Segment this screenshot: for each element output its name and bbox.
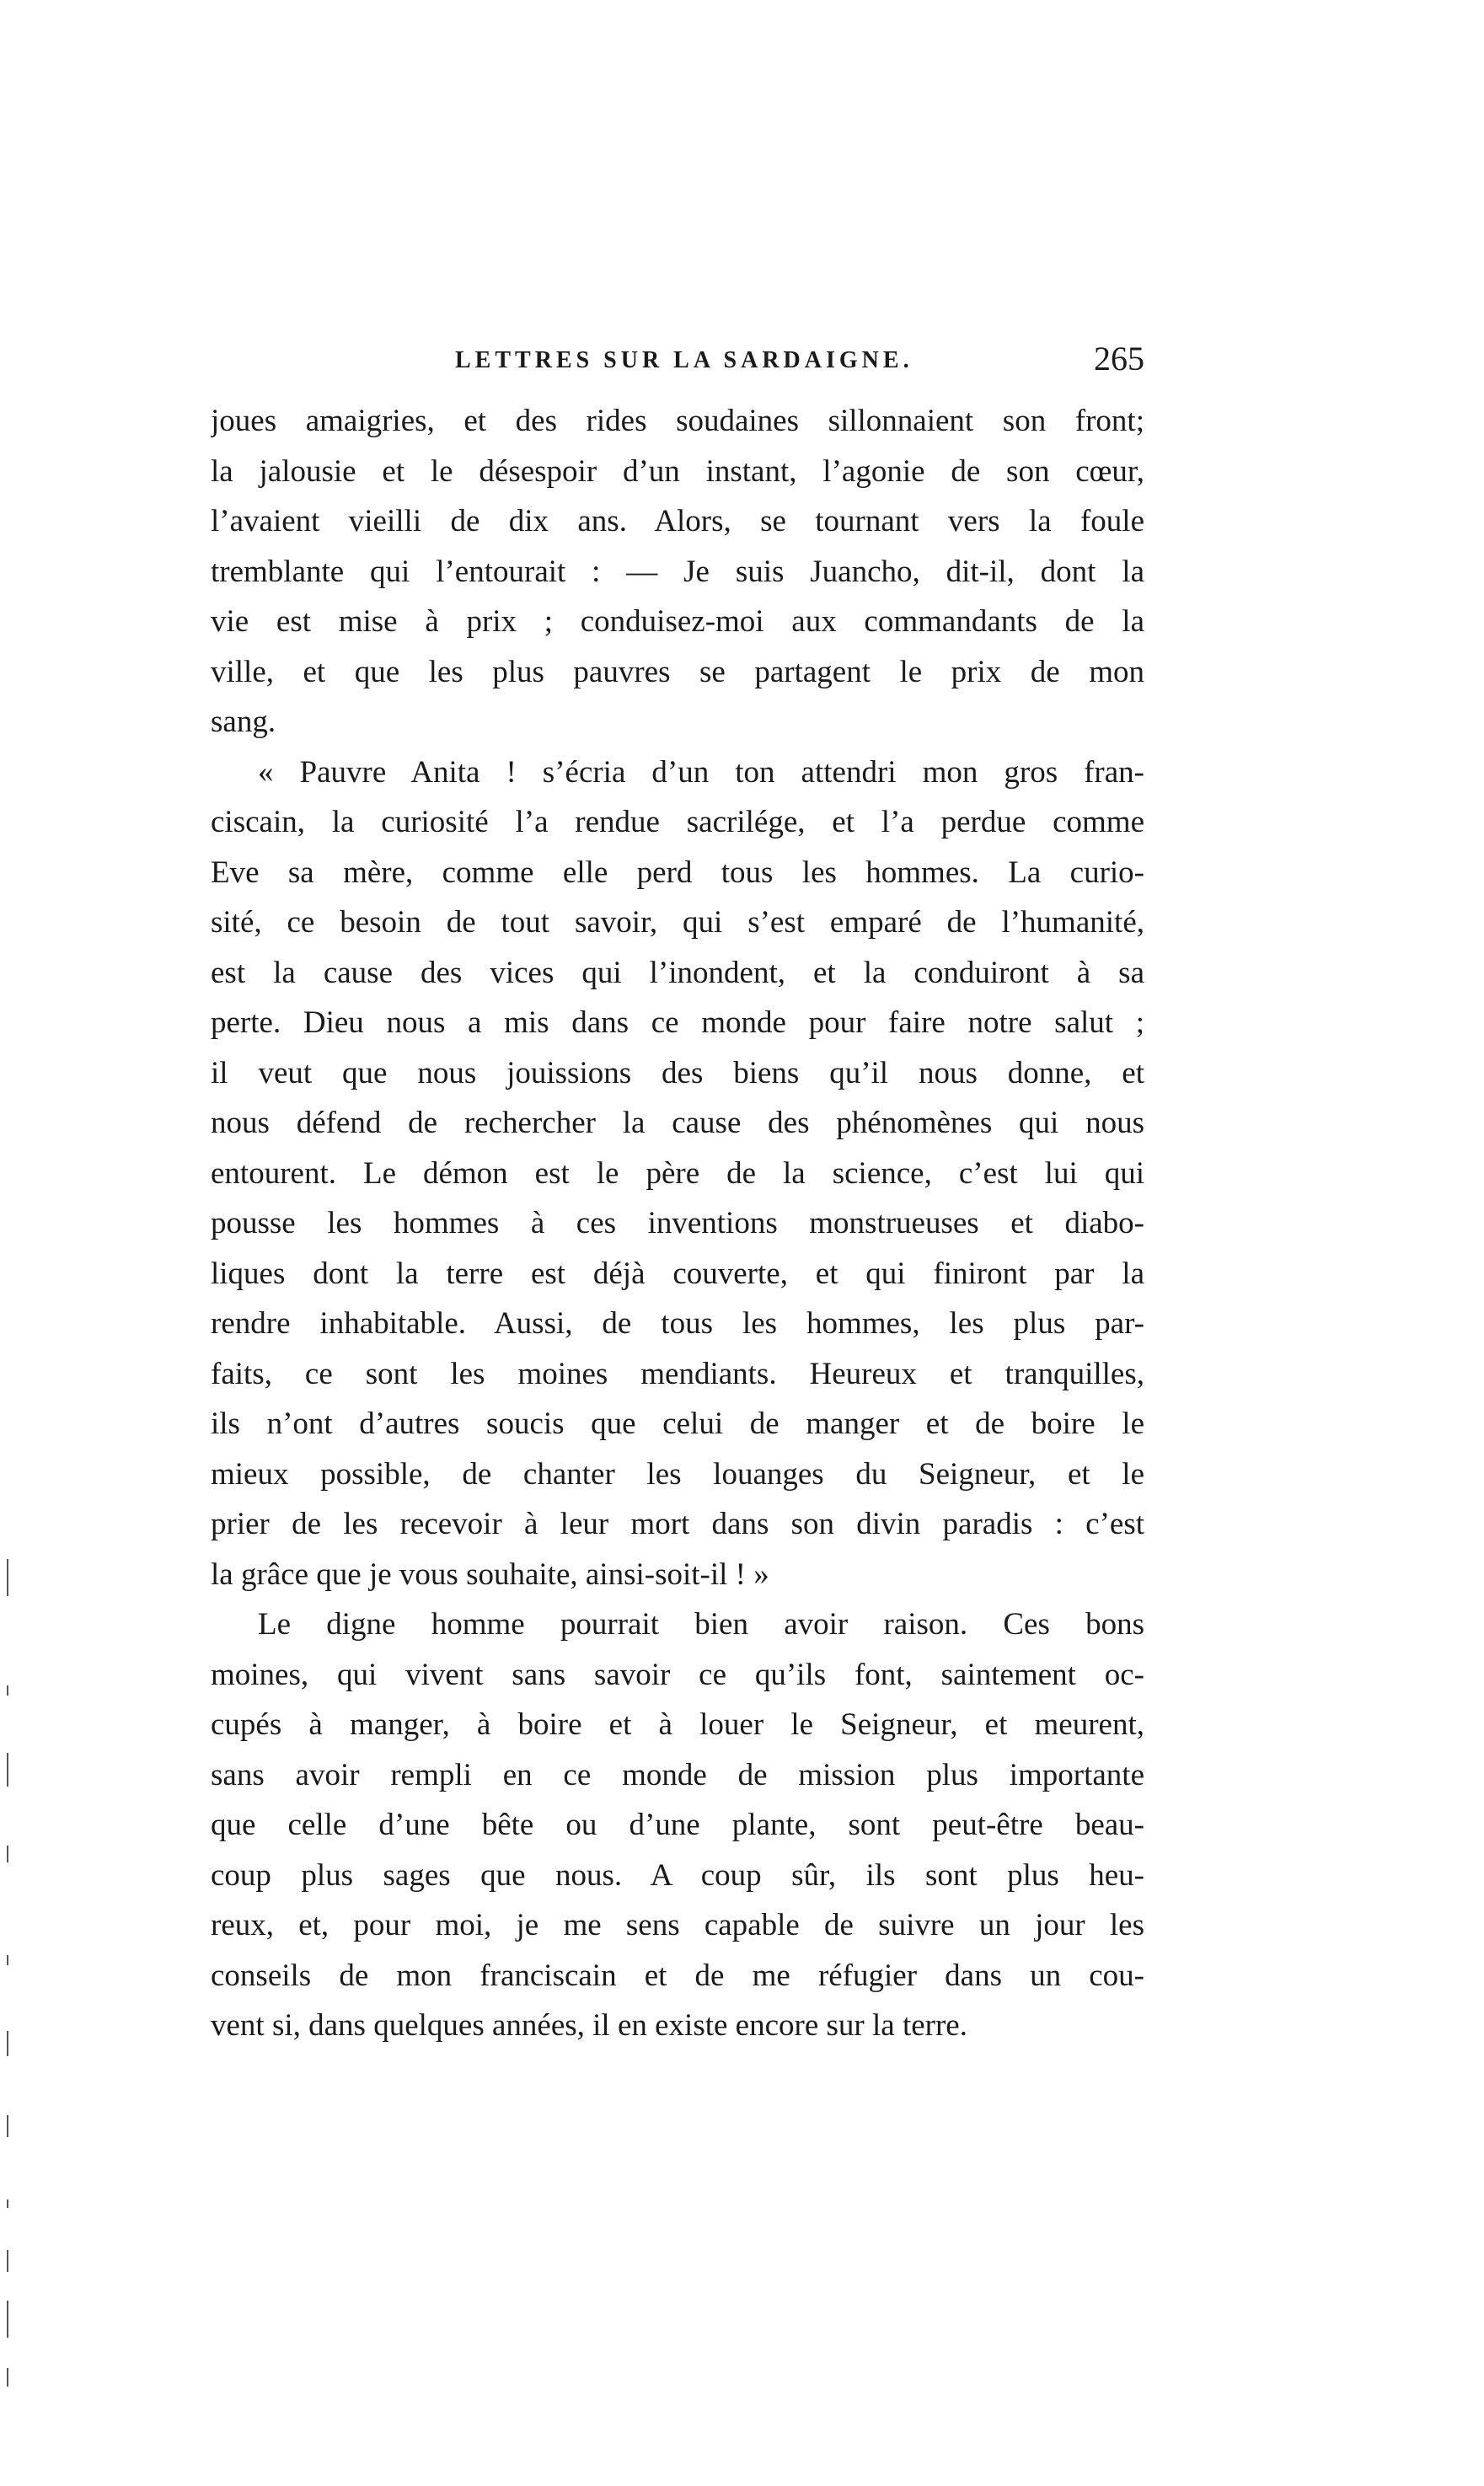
text-line: sans avoir rempli en ce monde de mission plus importante bbox=[211, 1757, 1144, 1792]
text-line: faits, ce sont les moines mendiants. Heureux et tranquilles, bbox=[211, 1356, 1144, 1391]
text-line: tremblante qui l’entourait : — Je suis Juancho, dit-il, dont la bbox=[211, 554, 1144, 589]
text-line: « Pauvre Anita ! s’écria d’un ton attendri mon gros fran- bbox=[258, 754, 1144, 790]
text-line: pousse les hommes à ces inventions monstrueuses et diabo- bbox=[211, 1206, 1144, 1240]
paragraph bbox=[211, 1599, 1144, 2051]
text-line: ils n’ont d’autres soucis que celui de manger et de boire le bbox=[211, 1406, 1144, 1441]
text-line: rendre inhabitable. Aussi, de tous les hommes, les plus par- bbox=[211, 1306, 1144, 1341]
text-line: reux, et, pour moi, je me sens capable de suivre un jour les bbox=[211, 1908, 1144, 1942]
scan-edge-mark bbox=[7, 2301, 8, 2338]
text-line: nous défend de rechercher la cause des phénomènes qui nous bbox=[211, 1106, 1144, 1140]
text-line: ville, et que les plus pauvres se partagent le prix de mon bbox=[211, 654, 1144, 689]
text-line: sang. bbox=[211, 705, 276, 739]
scan-edge-mark bbox=[7, 2250, 8, 2272]
text-line: sité, ce besoin de tout savoir, qui s’est emparé de l’humanité, bbox=[211, 905, 1144, 940]
text-line: perte. Dieu nous a mis dans ce monde pour faire notre salut ; bbox=[211, 1005, 1144, 1040]
scan-edge-mark bbox=[7, 2199, 8, 2208]
scan-edge-mark bbox=[7, 1846, 8, 1862]
scan-edge-mark bbox=[7, 2368, 8, 2387]
text-line: moines, qui vivent sans savoir ce qu’ils font, saintement oc- bbox=[211, 1657, 1144, 1692]
page-number: 265 bbox=[1094, 340, 1144, 378]
running-head bbox=[211, 339, 1144, 389]
text-line: joues amaigries, et des rides soudaines sillonnaient son front; bbox=[211, 404, 1144, 438]
scan-edge-marks bbox=[0, 1559, 12, 2486]
text-line: coup plus sages que nous. A coup sûr, ils sont plus heu- bbox=[211, 1857, 1144, 1893]
text-line: vent si, dans quelques années, il en existe encore sur la terre. bbox=[211, 2008, 967, 2043]
scan-edge-mark bbox=[7, 1685, 8, 1696]
scan-edge-mark bbox=[7, 1753, 8, 1787]
text-line: est la cause des vices qui l’inondent, et la conduiront à sa bbox=[211, 955, 1144, 990]
text-line: prier de les recevoir à leur mort dans son divin paradis : c’est bbox=[211, 1507, 1144, 1541]
text-line: il veut que nous jouissions des biens qu’il nous donne, et bbox=[211, 1055, 1144, 1090]
scan-edge-mark bbox=[7, 1955, 8, 1965]
scan-edge-mark bbox=[7, 1559, 8, 1596]
text-line: l’avaient vieilli de dix ans. Alors, se tournant vers la foule bbox=[211, 504, 1144, 538]
text-line: mieux possible, de chanter les louanges du Seigneur, et le bbox=[211, 1456, 1144, 1492]
running-title: LETTRES SUR LA SARDAIGNE. bbox=[455, 347, 913, 373]
text-line: vie est mise à prix ; conduisez-moi aux commandants de la bbox=[211, 604, 1144, 639]
paragraph bbox=[211, 396, 1144, 747]
paragraph bbox=[211, 747, 1144, 1600]
scan-edge-mark bbox=[7, 2031, 8, 2056]
text-line: la grâce que je vous souhaite, ainsi-soit-il ! » bbox=[211, 1556, 769, 1592]
text-line: Eve sa mère, comme elle perd tous les hommes. La curio- bbox=[211, 855, 1144, 890]
body-text bbox=[211, 396, 1144, 2051]
text-line: que celle d’une bête ou d’une plante, sont peut-être beau- bbox=[211, 1808, 1144, 1842]
text-line: entourent. Le démon est le père de la science, c’est lui qui bbox=[211, 1155, 1144, 1191]
text-line: Le digne homme pourrait bien avoir raison. Ces bons bbox=[258, 1607, 1144, 1642]
text-line: conseils de mon franciscain et de me réfugier dans un cou- bbox=[211, 1958, 1144, 1993]
text-line: cupés à manger, à boire et à louer le Seigneur, et meurent, bbox=[211, 1707, 1144, 1742]
text-line: liques dont la terre est déjà couverte, et qui finiront par la bbox=[211, 1256, 1144, 1291]
scan-edge-mark bbox=[7, 2115, 8, 2137]
text-line: la jalousie et le désespoir d’un instant, l’agonie de son cœur, bbox=[211, 453, 1144, 489]
text-line: ciscain, la curiosité l’a rendue sacrilége, et l’a perdue comme bbox=[211, 805, 1144, 839]
